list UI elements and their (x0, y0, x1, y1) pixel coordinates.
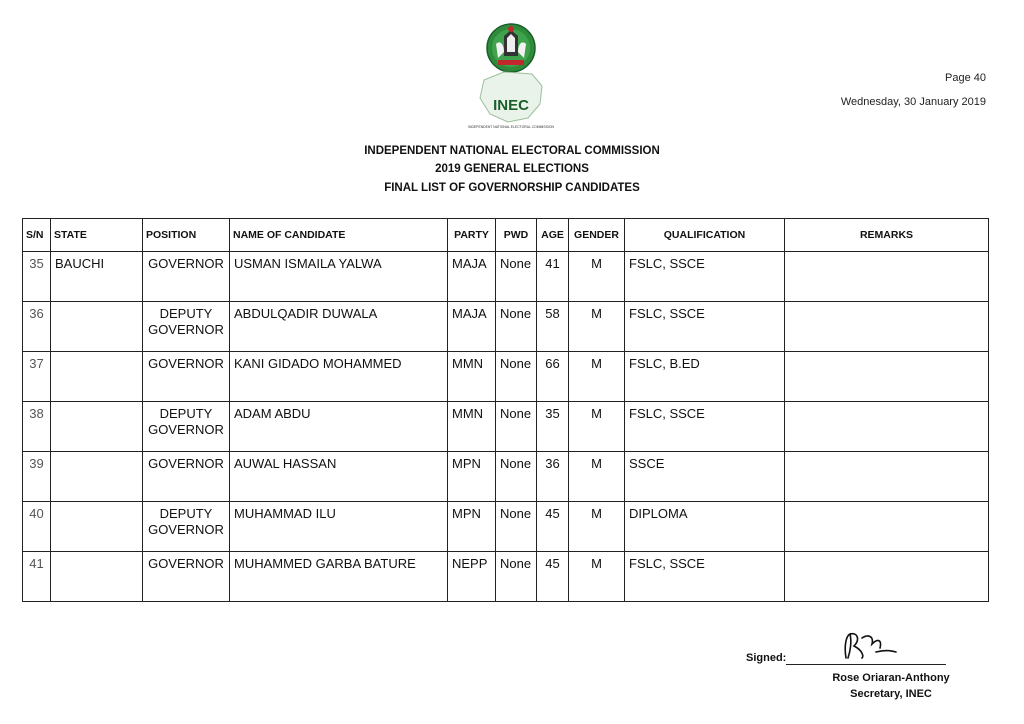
header-state: STATE (51, 219, 143, 252)
cell-sn: 35 (23, 252, 51, 302)
inec-logo-caption: INDEPENDENT NATIONAL ELECTORAL COMMISSION (468, 125, 554, 129)
cell-party: MAJA (448, 302, 496, 352)
header-pwd: PWD (496, 219, 537, 252)
cell-position: GOVERNOR (143, 552, 230, 602)
cell-age: 41 (537, 252, 569, 302)
page-number: Page 40 (945, 72, 986, 84)
cell-sn: 39 (23, 452, 51, 502)
signatory-name: Rose Oriaran-Anthony (832, 672, 950, 684)
cell-remarks (785, 352, 989, 402)
cell-remarks (785, 302, 989, 352)
cell-position: GOVERNOR (143, 352, 230, 402)
cell-qualification: SSCE (625, 452, 785, 502)
cell-remarks (785, 552, 989, 602)
cell-pwd: None (496, 402, 537, 452)
header-party: PARTY (448, 219, 496, 252)
cell-party: NEPP (448, 552, 496, 602)
table-header-row (23, 219, 989, 252)
election-title: 2019 GENERAL ELECTIONS (435, 163, 589, 175)
document-date: Wednesday, 30 January 2019 (840, 96, 986, 108)
commission-title: INDEPENDENT NATIONAL ELECTORAL COMMISSION (364, 145, 660, 157)
cell-age: 45 (537, 502, 569, 552)
cell-gender: M (569, 502, 625, 552)
cell-age: 58 (537, 302, 569, 352)
cell-name: KANI GIDADO MOHAMMED (230, 352, 448, 402)
table-row (23, 452, 989, 502)
cell-gender: M (569, 552, 625, 602)
cell-sn: 40 (23, 502, 51, 552)
cell-state (51, 402, 143, 452)
cell-name: USMAN ISMAILA YALWA (230, 252, 448, 302)
document-header (0, 142, 1024, 197)
cell-name: ADAM ABDU (230, 402, 448, 452)
cell-gender: M (569, 302, 625, 352)
cell-qualification: FSLC, SSCE (625, 252, 785, 302)
cell-gender: M (569, 252, 625, 302)
cell-position: DEPUTY GOVERNOR (143, 502, 230, 552)
cell-state: BAUCHI (51, 252, 143, 302)
table-row (23, 352, 989, 402)
cell-qualification: FSLC, SSCE (625, 302, 785, 352)
header-qualification: QUALIFICATION (625, 219, 785, 252)
cell-gender: M (569, 402, 625, 452)
cell-remarks (785, 252, 989, 302)
cell-age: 35 (537, 402, 569, 452)
cell-party: MPN (448, 452, 496, 502)
cell-age: 36 (537, 452, 569, 502)
signatory-title: Secretary, INEC (850, 688, 932, 700)
header-sn: S/N (23, 219, 51, 252)
signatory (816, 670, 966, 702)
list-title: FINAL LIST OF GOVERNORSHIP CANDIDATES (384, 182, 640, 194)
cell-name: AUWAL HASSAN (230, 452, 448, 502)
header-position: POSITION (143, 219, 230, 252)
header-age: AGE (537, 219, 569, 252)
handwritten-signature (838, 628, 898, 662)
table-row (23, 552, 989, 602)
cell-age: 45 (537, 552, 569, 602)
header-gender: GENDER (569, 219, 625, 252)
signature-line (786, 664, 946, 665)
cell-position: DEPUTY GOVERNOR (143, 302, 230, 352)
cell-state (51, 552, 143, 602)
cell-pwd: None (496, 502, 537, 552)
cell-pwd: None (496, 302, 537, 352)
table-row (23, 252, 989, 302)
cell-state (51, 502, 143, 552)
page-info (841, 72, 986, 120)
cell-party: MPN (448, 502, 496, 552)
inec-wordmark: INEC (493, 97, 529, 114)
cell-pwd: None (496, 252, 537, 302)
cell-state (51, 302, 143, 352)
cell-pwd: None (496, 552, 537, 602)
cell-qualification: FSLC, B.ED (625, 352, 785, 402)
signed-label: Signed: (746, 652, 787, 664)
table-row (23, 402, 989, 452)
cell-state (51, 352, 143, 402)
cell-gender: M (569, 452, 625, 502)
cell-qualification: DIPLOMA (625, 502, 785, 552)
header-remarks: REMARKS (785, 219, 989, 252)
table-row (23, 502, 989, 552)
cell-remarks (785, 502, 989, 552)
cell-qualification: FSLC, SSCE (625, 552, 785, 602)
cell-party: MMN (448, 352, 496, 402)
cell-gender: M (569, 352, 625, 402)
inec-logo (468, 22, 554, 140)
cell-state (51, 452, 143, 502)
candidates-table (22, 218, 989, 602)
cell-name: MUHAMMAD ILU (230, 502, 448, 552)
cell-position: GOVERNOR (143, 452, 230, 502)
cell-sn: 37 (23, 352, 51, 402)
signature-block (746, 628, 986, 718)
table-row (23, 302, 989, 352)
cell-party: MMN (448, 402, 496, 452)
cell-sn: 38 (23, 402, 51, 452)
cell-pwd: None (496, 352, 537, 402)
cell-remarks (785, 402, 989, 452)
cell-sn: 36 (23, 302, 51, 352)
cell-qualification: FSLC, SSCE (625, 402, 785, 452)
cell-party: MAJA (448, 252, 496, 302)
cell-remarks (785, 452, 989, 502)
cell-name: MUHAMMED GARBA BATURE (230, 552, 448, 602)
cell-sn: 41 (23, 552, 51, 602)
header-name: NAME OF CANDIDATE (230, 219, 448, 252)
cell-position: GOVERNOR (143, 252, 230, 302)
cell-age: 66 (537, 352, 569, 402)
cell-name: ABDULQADIR DUWALA (230, 302, 448, 352)
cell-pwd: None (496, 452, 537, 502)
cell-position: DEPUTY GOVERNOR (143, 402, 230, 452)
